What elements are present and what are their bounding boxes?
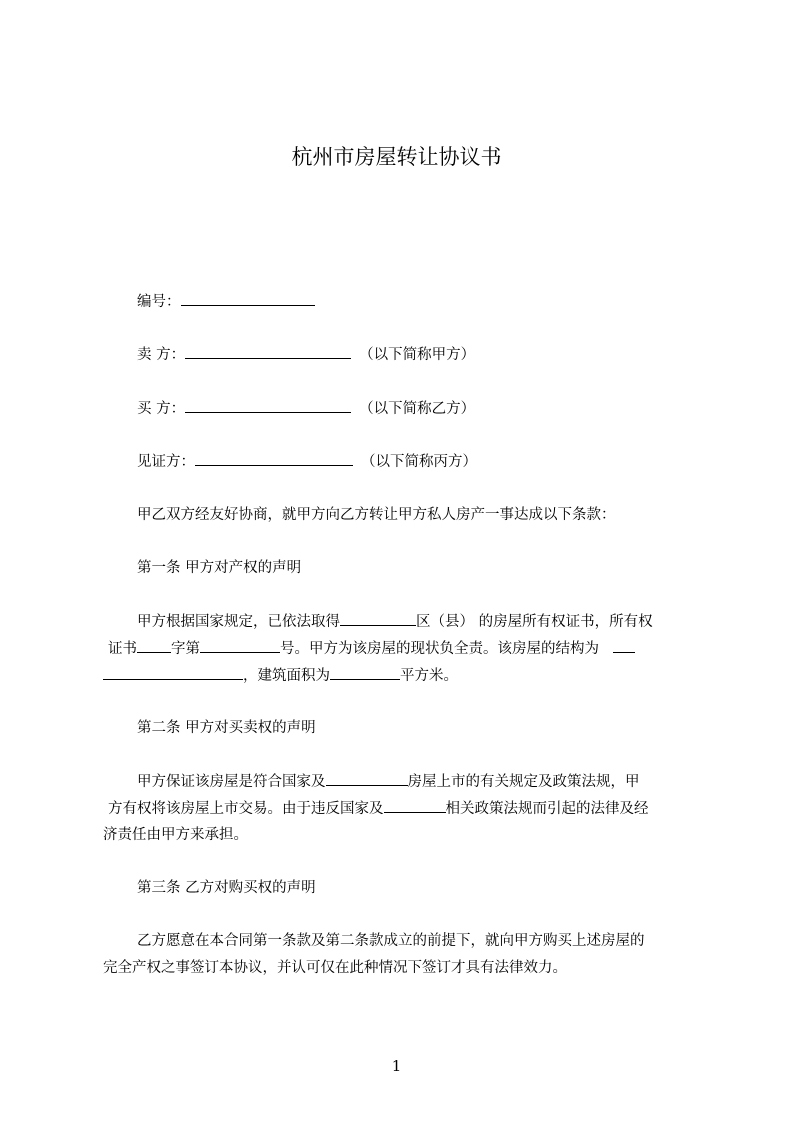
document-title: 杭州市房屋转让协议书 — [291, 145, 502, 169]
buyer-note: （以下简称乙方） — [359, 401, 476, 417]
article2-text-c: 方有权将该房屋上市交易。由于违反国家及 — [108, 801, 384, 817]
article1-text-a: 甲方根据国家规定，已依法取得 — [137, 614, 340, 630]
article1-text-e: 号。甲方为该房屋的现状负全责。该房屋的结构为 — [280, 641, 599, 657]
article1-line3 — [103, 665, 458, 686]
cert-prefix-blank — [137, 638, 171, 653]
article1-text-d: 字第 — [171, 641, 200, 657]
seller-blank — [185, 344, 351, 359]
seller-line — [137, 344, 475, 365]
witness-note: （以下简称丙方） — [361, 454, 477, 470]
article1-text-b: 区（县） 的房屋所有权证书，所有权 — [416, 614, 653, 630]
article3-line1: 乙方愿意在本合同第一条款及第二条款成立的前提下，就向甲方购买上述房屋的 — [137, 933, 645, 949]
article2-heading: 第二条 甲方对买卖权的声明 — [137, 720, 316, 736]
article1-heading: 第一条 甲方对产权的声明 — [137, 560, 302, 576]
article1-line1 — [137, 611, 653, 632]
seller-note: （以下简称甲方） — [359, 347, 476, 363]
number-line — [137, 291, 315, 312]
district-blank — [340, 611, 416, 626]
article1-text-f: ，建筑面积为 — [243, 668, 330, 684]
witness-label: 见证方： — [137, 454, 195, 470]
city-blank — [326, 771, 408, 786]
policy-blank — [384, 798, 446, 813]
structure-blank-start — [613, 638, 635, 653]
page-number: 1 — [391, 1057, 402, 1075]
seller-label: 卖 方： — [137, 347, 186, 363]
buyer-line — [137, 398, 475, 419]
article1-text-g: 平方米。 — [400, 668, 458, 684]
witness-line — [137, 451, 477, 472]
buyer-blank — [185, 398, 351, 413]
article2-line2 — [108, 798, 649, 819]
area-blank — [330, 665, 400, 680]
article3-line2: 完全产权之事签订本协议，并认可仅在此种情况下签订才具有法律效力。 — [103, 960, 567, 976]
cert-number-blank — [200, 638, 280, 653]
structure-blank — [103, 665, 243, 680]
number-blank — [181, 291, 315, 306]
article1-line2 — [108, 638, 635, 659]
article2-text-d: 相关政策法规而引起的法律及经 — [445, 801, 649, 817]
article2-text-b: 房屋上市的有关规定及政策法规，甲 — [407, 774, 640, 790]
article1-text-c: 证书 — [108, 641, 137, 657]
article2-text-a: 甲方保证该房屋是符合国家及 — [137, 774, 326, 790]
witness-blank — [195, 451, 353, 466]
article2-line1 — [137, 771, 640, 792]
article3-heading: 第三条 乙方对购买权的声明 — [137, 880, 316, 896]
article2-line3: 济责任由甲方来承担。 — [103, 827, 248, 843]
intro-paragraph: 甲乙双方经友好协商，就甲方向乙方转让甲方私人房产一事达成以下条款： — [137, 507, 616, 523]
buyer-label: 买 方： — [137, 401, 186, 417]
number-label: 编号： — [137, 294, 181, 310]
